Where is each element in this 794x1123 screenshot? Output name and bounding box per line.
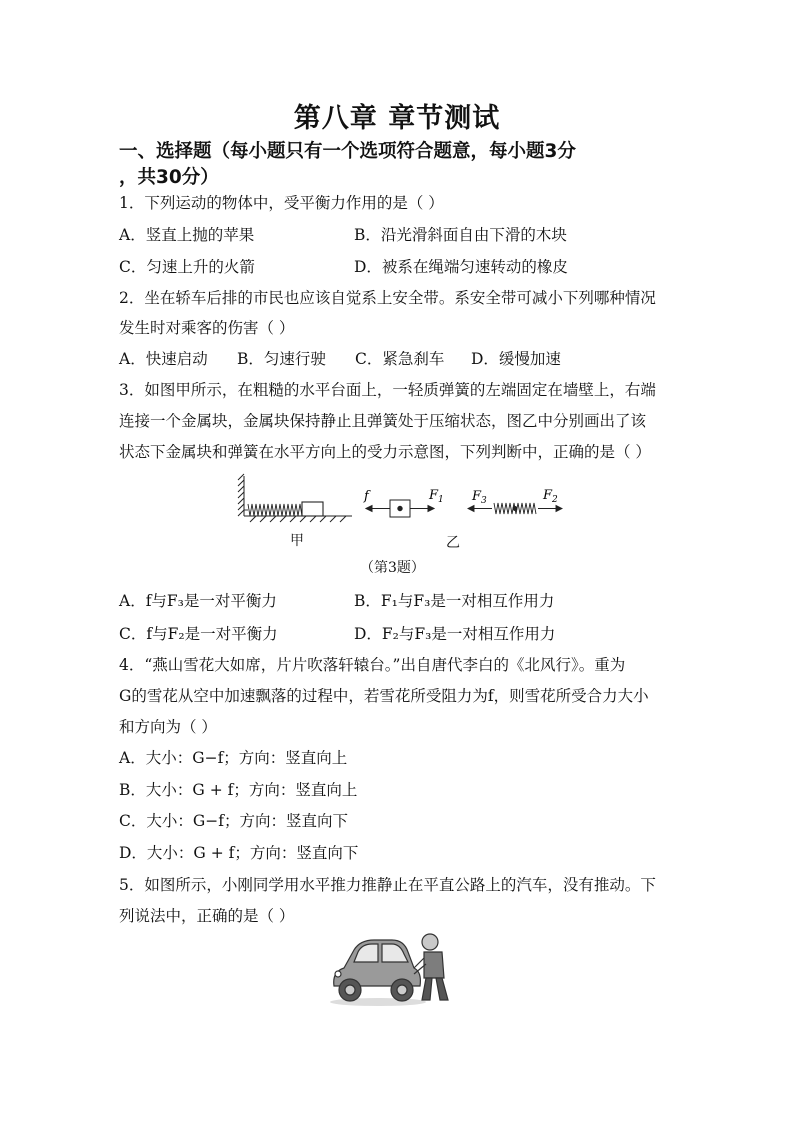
- q2-option-b: B．匀速行驶: [237, 350, 326, 368]
- q2-option-a: A．快速启动: [119, 350, 208, 368]
- q1-option-a: A．竖直上抛的苹果: [119, 226, 255, 244]
- page-title: 第八章 章节测试: [293, 103, 501, 134]
- wall: [238, 474, 352, 522]
- q3-figure-label-jia: 甲: [290, 533, 304, 549]
- q4-option-b: B．大小：G + f；方向：竖直向上: [119, 781, 358, 799]
- q3-stem-line3: 状态下金属块和弹簧在水平方向上的受力示意图，下列判断中，正确的是（ ）: [119, 443, 651, 461]
- q3-option-a: A．f与F₃是一对平衡力: [119, 592, 277, 610]
- label-f1: $F_1$: [429, 488, 444, 505]
- q4-option-d: D．大小：G + f；方向：竖直向下: [119, 844, 359, 862]
- person-illustration: [414, 934, 448, 1000]
- block-force-diagram: [366, 500, 434, 517]
- q4-stem-line2: G的雪花从空中加速飘落的过程中，若雪花所受阻力为f，则雪花所受合力大小: [119, 687, 649, 705]
- q4-option-c: C．大小：G−f；方向：竖直向下: [119, 812, 348, 830]
- label-f3: $F_3$: [472, 489, 487, 506]
- q5-stem-line1: 5．如图所示，小刚同学用水平推力推静止在平直公路上的汽车，没有推动。下: [119, 876, 656, 894]
- q2-stem-line2: 发生时对乘客的伤害（ ）: [119, 319, 295, 337]
- q1-stem: 1．下列运动的物体中，受平衡力作用的是（ ）: [119, 194, 444, 212]
- q5-figure: [326, 928, 466, 1008]
- q4-stem-line1: 4．“燕山雪花大如席，片片吹落轩辕台。”出自唐代李白的《北风行》。重为: [119, 656, 626, 674]
- q3-stem-line1: 3．如图甲所示，在粗糙的水平台面上，一轻质弹簧的左端固定在墙壁上，右端: [119, 381, 656, 399]
- q5-stem-line2: 列说法中，正确的是（ ）: [119, 907, 295, 925]
- car-illustration: [330, 940, 426, 1006]
- q2-option-c: C．紧急刹车: [355, 350, 445, 368]
- section-heading-line1: 一、选择题（每小题只有一个选项符合题意，每小题3分: [119, 141, 576, 162]
- section-heading-line2: ，共30分）: [119, 167, 219, 188]
- q1-option-d: D．被系在绳端匀速转动的橡皮: [354, 258, 568, 276]
- q3-stem-line2: 连接一个金属块，金属块保持静止且弹簧处于压缩状态，图乙中分别画出了该: [119, 412, 647, 430]
- q3-figure-label-yi: 乙: [446, 535, 460, 551]
- spring: [244, 504, 302, 516]
- q3-caption: （第3题）: [360, 560, 425, 576]
- q2-option-d: D．缓慢加速: [471, 350, 561, 368]
- q3-option-c: C．f与F₂是一对平衡力: [119, 625, 278, 643]
- q4-stem-line3: 和方向为（ ）: [119, 718, 217, 736]
- q4-option-a: A．大小：G−f；方向：竖直向上: [119, 749, 348, 767]
- q3-option-b: B．F₁与F₃是一对相互作用力: [354, 592, 555, 610]
- metal-block: [302, 502, 323, 516]
- label-f2: $F_2$: [543, 488, 558, 505]
- q3-figure: [230, 470, 570, 550]
- label-f: f: [364, 489, 369, 504]
- q2-stem-line1: 2．坐在轿车后排的市民也应该自觉系上安全带。系安全带可减小下列哪种情况: [119, 289, 656, 307]
- q3-option-d: D．F₂与F₃是一对相互作用力: [354, 625, 556, 643]
- q1-option-b: B．沿光滑斜面自由下滑的木块: [354, 226, 567, 244]
- q1-option-c: C．匀速上升的火箭: [119, 258, 255, 276]
